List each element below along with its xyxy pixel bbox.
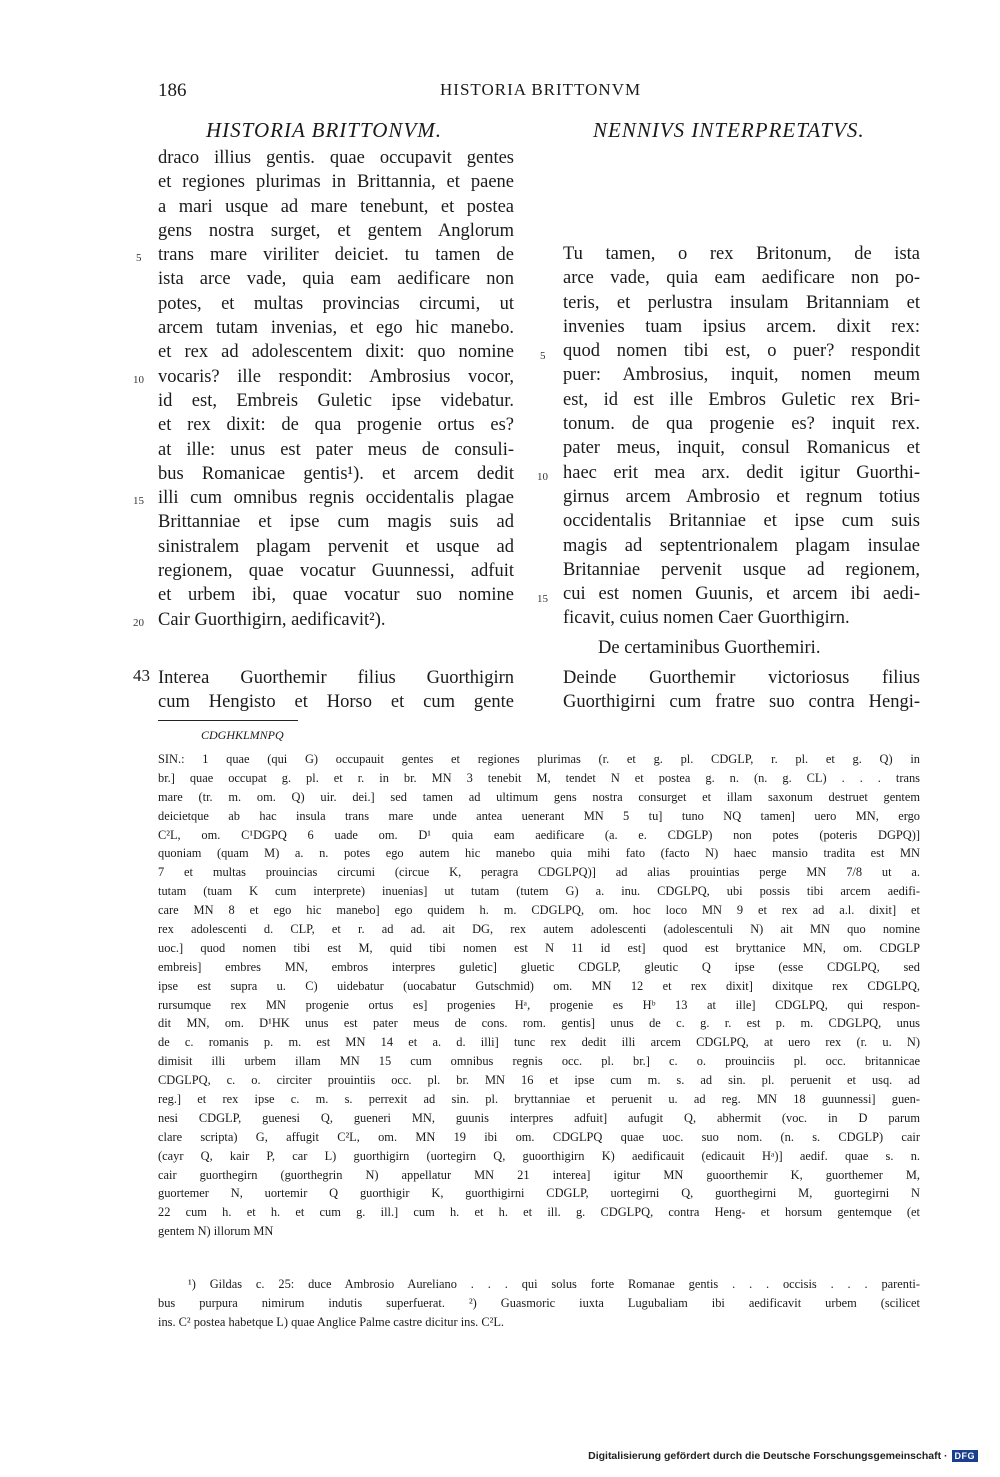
- critical-apparatus: [158, 750, 920, 1241]
- credit-text: Digitalisierung gefördert durch die Deutsche Forschungsgemeinschaft ·: [588, 1450, 948, 1462]
- text-line: gens nostra surget, et gentem Anglorum: [158, 220, 514, 241]
- text-line: Deinde Guorthemir victoriosus filius: [563, 668, 920, 688]
- text-line: et rex ad adolescentem dixit: quo nomine: [158, 342, 514, 363]
- text-line: a mari usque ad mare tenebunt, et postea: [158, 196, 514, 217]
- text-line: cum Hengisto et Horso et cum gente: [158, 692, 514, 713]
- apparatus-line: rex adolescenti d. CLP, et r. ad ad. ait DG, rex autem adolescenti (adolescentuli N) ait MN quo nomine: [158, 922, 920, 937]
- apparatus-line: guortemer N, uortemir Q guorthigir K, guorthigirni CDGLP, uortegirni Q, guorthegirni M, guortegirni N: [158, 1186, 920, 1201]
- apparatus-line: gentem N) illorum MN: [158, 1224, 274, 1239]
- footnote-rule: [158, 720, 298, 721]
- apparatus-line: reg.] et rex ipse c. m. s. perrexit ad sin. pl. bryttanniae et peruenit u. ad reg. MN 18 guunnessi] guen-: [158, 1092, 920, 1107]
- apparatus-line: dit MN, om. D¹HK unus est pater meus de cons. rom. gentis] unus de c. g. r. est p. m. CDGLPQ, unus: [158, 1016, 920, 1031]
- apparatus-line: embreis] embres MN, embros interpres guletic] gluetic CDGLP, gleutic Q ipse (esse CDGLPQ, sed: [158, 959, 920, 974]
- page-number: 186: [158, 80, 187, 101]
- apparatus-line: deicietque ab hac insula trans mare unde antea uenerant MN 5 tu] tuno NQ tamen] uero MN, ergo: [158, 808, 920, 823]
- apparatus-line: CDGLPQ, c. o. circiter prouintiis occ. pl. br. MN 16 et ipse cum m. s. ad sin. pl. peruenit et usq. ad: [158, 1073, 920, 1088]
- text-line: tonum. de qua progenie es? inquit rex.: [563, 414, 920, 435]
- apparatus-line: (cayr Q, kair P, car L) guorthigirn (uortegirn Q, guoorthigirn K) aedificauit (edicauit Hᵃ)] aedif. quae s. n.: [158, 1148, 920, 1163]
- footnote-line: bus purpura nimirum indutis superfuerat. ²) Guasmoric iuxta Lugubaliam ibi aedificavit urbem (scilicet: [158, 1296, 920, 1310]
- section-43-left: [158, 666, 514, 715]
- text-line: trans mare viriliter deiciet. tu tamen de: [158, 245, 514, 266]
- left-line-number-10: 10: [133, 374, 144, 386]
- text-line: arcem tutam invenias, et ego hic manebo.: [158, 318, 514, 339]
- apparatus-line: de c. romanis p. m. est MN 14 et a. d. illi] tunc rex dedit illi arcem CDGLPQ, at uero rex (r. u. N): [158, 1035, 920, 1050]
- text-line: haec erit mea arx. dedit igitur Guorthi-: [563, 462, 920, 483]
- text-line: bus Romanicae gentis¹). et arcem dedit: [158, 463, 514, 484]
- footnote-line: ins. C² postea habetque L) quae Anglice Palme castre dicitur ins. C²L.: [158, 1315, 505, 1329]
- text-line: girnus arcem Ambrosio et regnum totius: [563, 486, 920, 507]
- left-line-number-20: 20: [133, 617, 144, 629]
- text-line: ficavit, cuius nomen Caer Guorthigirn.: [563, 608, 850, 629]
- text-line: et regiones plurimas in Brittannia, et paene: [158, 172, 514, 193]
- apparatus-line: mare (tr. m. om. Q) uir. dei.] sed tamen ad ultimum gens nostra consurget et illam saxonum destruet gentem: [158, 789, 920, 804]
- running-head: HISTORIA BRITTONVM: [440, 80, 642, 99]
- left-column-text: [158, 146, 514, 632]
- text-line: teris, et perlustra insulam Britanniam et: [563, 292, 920, 313]
- apparatus-line: rursumque rex MN progenie ortus es] progenies Hᵃ, progenie es Hᵇ 13 at ille] CDGLPQ, qui respon-: [158, 997, 920, 1012]
- apparatus-line: cair guorthegirn (guorthegrin N) appellatur MN 21 interea] igitur MN guoorthemir K, guorthemer M,: [158, 1167, 920, 1182]
- apparatus-line: C²L, om. C¹DGPQ 6 uade om. D¹ quia eam aedificare (a. e. CDGLP) non potes (poteris DGPQ)]: [158, 827, 920, 842]
- right-column-text: [563, 242, 920, 631]
- text-line: Brittanniae et ipse cum magis suis ad: [158, 512, 514, 533]
- text-line: arce vade, quia eam aedificare non po-: [563, 268, 920, 289]
- text-line: est, id est ille Embros Guletic rex Bri-: [563, 389, 920, 410]
- apparatus-line: 7 et multas prouincias circumi (circue K, peragra CDGLPQ)] ad alias prouintias perge MN 7/8 ut a.: [158, 865, 920, 880]
- text-line: et urbem ibi, quae vocatur suo nomine: [158, 585, 514, 606]
- text-line: id est, Embreis Guletic ipse videbatur.: [158, 390, 514, 411]
- text-line: Guorthigirni cum fratre suo contra Hengi-: [563, 692, 920, 713]
- right-column-title: NENNIVS INTERPRETATVS.: [593, 118, 865, 142]
- left-column-title: HISTORIA BRITTONVM.: [206, 118, 443, 142]
- right-line-number-10: 10: [537, 471, 548, 483]
- text-line: at ille: unus est pater meus de consuli-: [158, 439, 514, 460]
- text-line: puer: Ambrosius, inquit, nomen meum: [563, 365, 920, 386]
- chapter-number: 43: [133, 666, 150, 685]
- text-line: pater meus, inquit, consul Romanicus et: [563, 438, 920, 459]
- apparatus-line: 22 cum h. et h. et cum g. ill.] cum h. et h. et ill. g. CDGLPQ, contra Heng- et horsum gentemque (et: [158, 1205, 920, 1220]
- text-line: Interea Guorthemir filius Guorthigirn: [158, 668, 514, 688]
- apparatus-line: uoc.] quod nomen tibi est M, quid tibi nomen est N 11 id est] quod est bryttanice MN, om. CDGLP: [158, 940, 920, 955]
- text-line: magis ad septentrionalem plagam insulae: [563, 535, 920, 556]
- right-line-number-15: 15: [537, 593, 548, 605]
- section-43-right: [563, 666, 920, 715]
- text-line: ista arce vade, quia eam aedificare non: [158, 269, 514, 290]
- left-line-number-5: 5: [136, 252, 142, 264]
- digitization-credit: [588, 1450, 978, 1462]
- text-line: et rex dixit: de qua progenie ortus es?: [158, 415, 514, 436]
- text-line: potes, et multas provincias circumi, ut: [158, 293, 514, 314]
- text-line: sinistralem plagam pervenit et usque ad: [158, 536, 514, 557]
- apparatus-line: dimisit illi urbem illam MN 15 cum omnibus regnis occ. pl. br.] c. o. prouinciis pl. occ. britannicae: [158, 1054, 920, 1069]
- dfg-logo: DFG: [952, 1450, 979, 1462]
- apparatus-line: nesi CDGLP, guenesi Q, gueneri MN, guunis interpres adfuit] aufugit Q, abhermit (voc. in D parum: [158, 1110, 920, 1125]
- text-line: Britanniae pervenit usque ad regionem,: [563, 559, 920, 580]
- text-line: Cair Guorthigirn, aedificavit²).: [158, 609, 386, 630]
- apparatus-line: care MN 8 et ego hic manebo] ego quidem h. m. CDGLPQ, om. hoc loco MN 9 et rex ad a.l. dixit] et: [158, 903, 920, 918]
- text-line: draco illius gentis. quae occupavit gentes: [158, 148, 514, 168]
- text-line: regionem, quae vocatur Guunnessi, adfuit: [158, 561, 514, 582]
- text-line: illi cum omnibus regnis occidentalis plagae: [158, 488, 514, 509]
- apparatus-line: SIN.: 1 quae (qui G) occupauit gentes et regiones plurimas (r. et g. pl. CDGLP, r. pl. et g. Q) in: [158, 752, 920, 766]
- text-line: Tu tamen, o rex Britonum, de ista: [563, 244, 920, 264]
- text-line: vocaris? ille respondit: Ambrosius vocor,: [158, 366, 514, 387]
- subheading: De certaminibus Guorthemiri.: [598, 638, 821, 658]
- left-line-number-15: 15: [133, 495, 144, 507]
- footnotes: [158, 1275, 920, 1332]
- right-line-number-5: 5: [540, 350, 546, 362]
- apparatus-line: tutam (tuam K cum interprete) inuenias] ut tutam (tutem G) a. inu. CDGLPQ, ubi possis tibi arcem aedifi-: [158, 884, 920, 899]
- apparatus-line: quoniam (quam M) a. n. potes ego autem hic manebo quia mihi fato (facto N) haec mansio tradita est MN: [158, 846, 920, 861]
- sigla: CDGHKLMNPQ: [201, 728, 284, 742]
- apparatus-line: clare scripta) G, affugit C²L, om. MN 19 ibi om. CDGLPQ quae uoc. suo nom. (n. s. CDGLP) cair: [158, 1129, 920, 1144]
- text-line: quod nomen tibi est, o puer? respondit: [563, 341, 920, 362]
- text-line: occidentalis Britanniae et ipse cum suis: [563, 511, 920, 532]
- footnote-line: ¹) Gildas c. 25: duce Ambrosio Aureliano . . . qui solus forte Romanae gentis . . . occisis . . . parenti-: [188, 1277, 920, 1291]
- apparatus-line: br.] quae occupat g. pl. et r. in br. MN 3 tenebit M, tendet N et postea g. n. (n. g. CL) . . . trans: [158, 770, 920, 785]
- apparatus-line: ipse est supra u. C) uidebatur (uocabatur Gutschmid) om. MN 12 et rex dixit] dixitque rex CDGLPQ,: [158, 978, 920, 993]
- text-line: invenies tuam ipsius arcem. dixit rex:: [563, 316, 920, 337]
- text-line: cui est nomen Guunis, et arcem ibi aedi-: [563, 584, 920, 605]
